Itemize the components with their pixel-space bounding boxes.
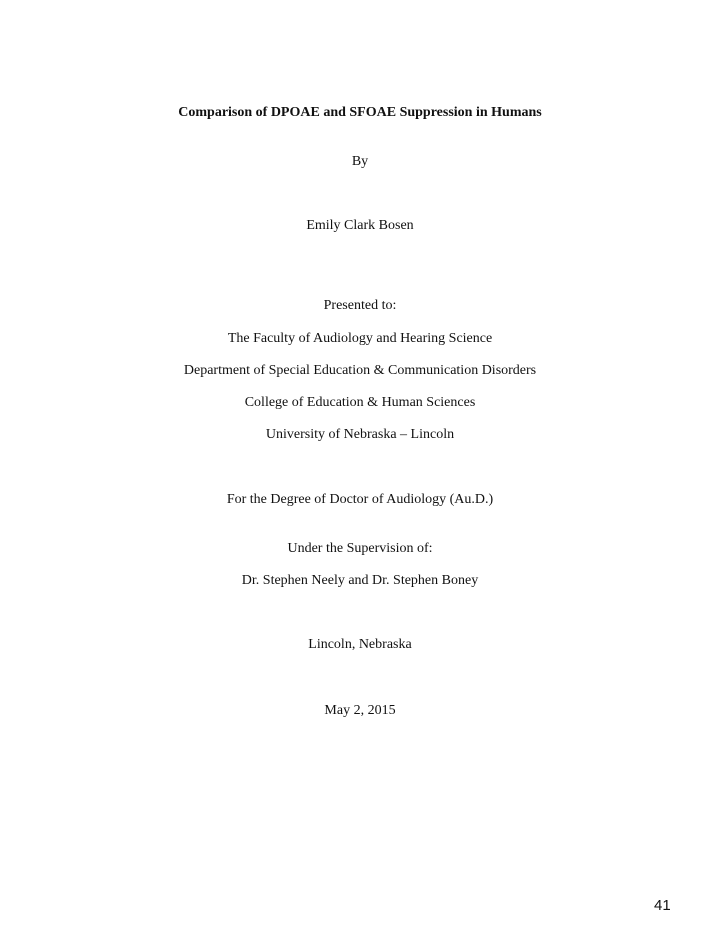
university-name: University of Nebraska – Lincoln — [265, 427, 455, 442]
document-title: Comparison of DPOAE and SFOAE Suppression in Humans — [178, 105, 542, 120]
page-number: 41 — [654, 897, 671, 914]
supervisor-names: Dr. Stephen Neely and Dr. Stephen Boney — [241, 573, 479, 588]
department-name: Department of Special Education & Communication Disorders — [183, 363, 537, 378]
degree-statement: For the Degree of Doctor of Audiology (Au.D.) — [226, 492, 494, 507]
date-line: May 2, 2015 — [324, 703, 396, 718]
location-line: Lincoln, Nebraska — [308, 637, 412, 652]
faculty-name: The Faculty of Audiology and Hearing Science — [227, 331, 493, 346]
by-line: By — [351, 154, 369, 169]
author-name: Emily Clark Bosen — [306, 218, 414, 233]
presented-to-label: Presented to: — [323, 298, 397, 313]
college-name: College of Education & Human Sciences — [244, 395, 476, 410]
supervision-label: Under the Supervision of: — [287, 541, 433, 556]
